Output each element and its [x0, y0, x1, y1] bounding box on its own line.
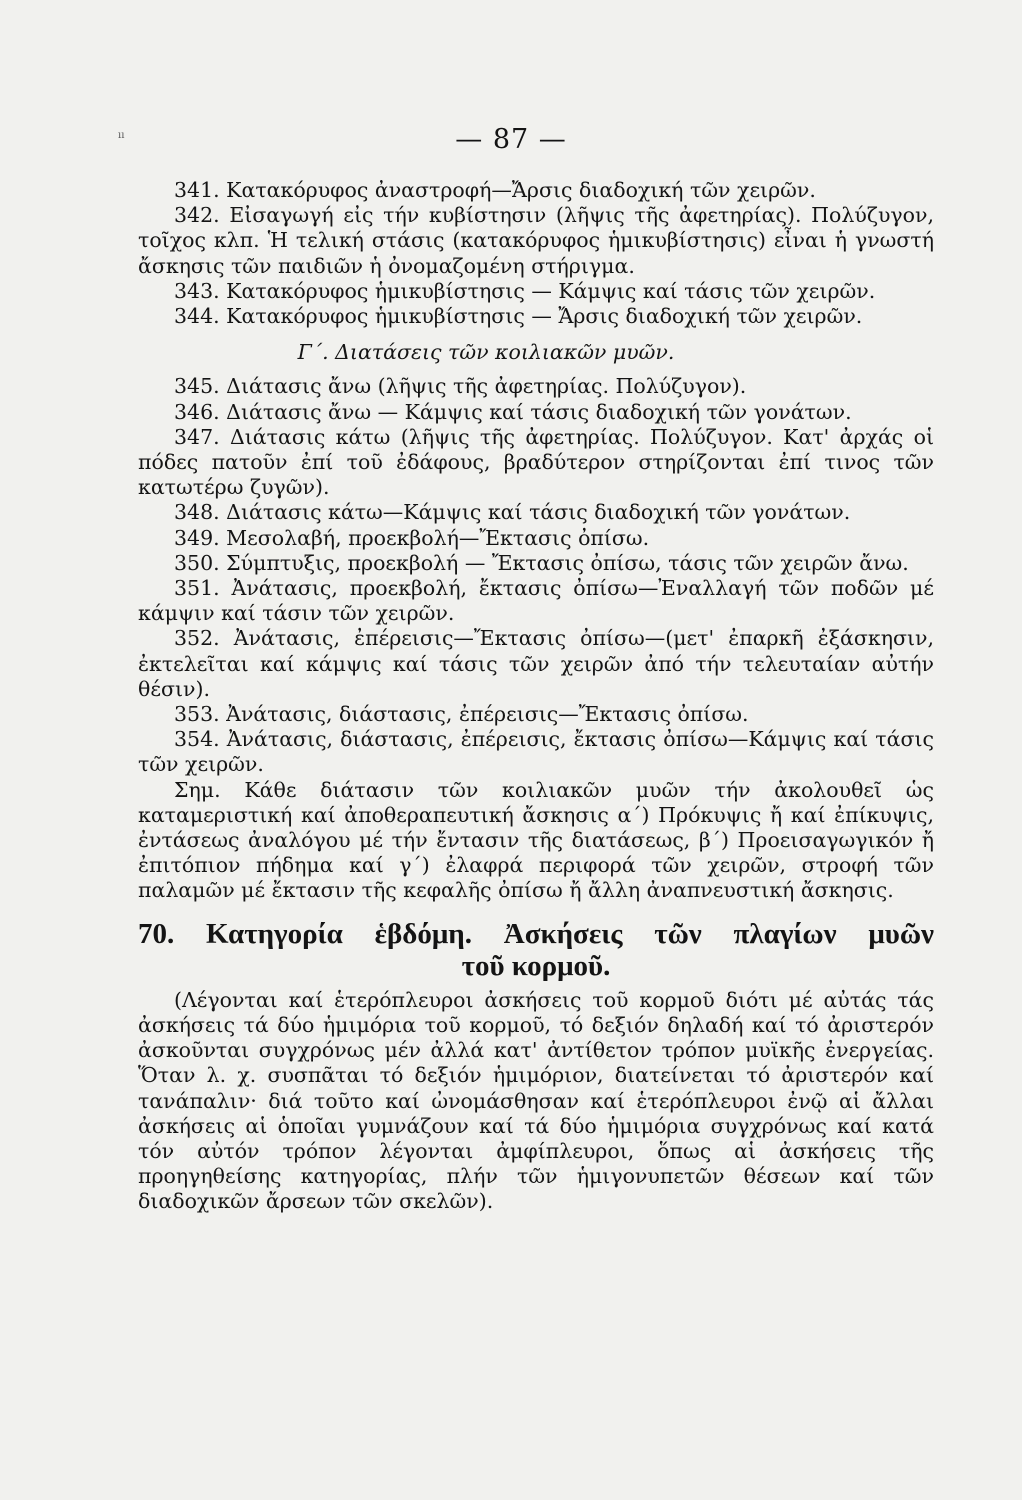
note-paragraph: Σημ. Κάθε διάτασιν τῶν κοιλιακῶν μυῶν τήν ἀκολουθεῖ ὡς καταμεριστική καί ἀποθεραπευτική ἄσκησις α΄) Πρόκυψις ἤ καί ἐπίκυψις, ἐντάσεως ἀναλόγου μέ τήν ἔντασιν τῆς διατάσεως, β΄) Προεισαγωγικόν ἤ ἐπιτόπιον πήδημα καί γ΄) ἐλαφρά περιφορά τῶν χειρῶν, στροφή τῶν παλαμῶν μέ ἔκτασιν τῆς κεφαλῆς ὀπίσω ἤ ἄλλη ἀναπνευστική ἄσκησις.: [138, 777, 934, 903]
exercise-entry-352: 352. Ἀνάτασις, ἐπέρεισις—Ἔκτασις ὀπίσω—(μετ' ἐπαρκῆ ἐξάσκησιν, ἐκτελεῖται καί κάμψις καί τάσις τῶν χειρῶν ἀπό τήν τελευταίαν αὐτήν θέσιν).: [138, 626, 934, 701]
exercise-entry-342: 342. Εἰσαγωγή εἰς τήν κυβίστησιν (λῆψις τῆς ἀφετηρίας). Πολύζυγον, τοῖχος κλπ. Ἡ τελική στάσις (κατακόρυφος ἡμικυβίστησις) εἶναι ἡ γνωστή ἄσκησις τῶν παιδιῶν ἡ ὀνομαζομένη στήριγμα.: [138, 203, 934, 278]
exercise-entry-354: 354. Ἀνάτασις, διάστασις, ἐπέρεισις, ἔκτασις ὀπίσω—Κάμψις καί τάσις τῶν χειρῶν.: [138, 727, 934, 777]
subsection-title: Γ΄. Διατάσεις τῶν κοιλιακῶν μυῶν.: [297, 340, 675, 365]
section-paragraph: (Λέγονται καί ἑτερόπλευροι ἀσκήσεις τοῦ κορμοῦ διότι μέ αὐτάς τάς ἀσκήσεις τά δύο ἡμιμόρια τοῦ κορμοῦ, τό δεξιόν δηλαδή καί τό ἀριστερόν ἀσκοῦνται συγχρόνως μέν ἀλλά κατ' ἀντίθετον τρόπον μυϊκῆς ἐνεργείας. Ὅταν λ. χ. συσπᾶται τό δεξιόν ἡμιμόριον, διατείνεται τό ἀριστερόν καί τανάπαλιν· διά τοῦτο καί ὠνομάσθησαν καί ἑτερόπλευροι ἐνῷ αἱ ἄλλαι ἀσκήσεις αἱ ὁποῖαι γυμνάζουν καί τά δύο ἡμιμόρια συγχρόνως καί κατά τόν αὐτόν τρόπον λέγονται ἀμφίπλευροι, ὅπως αἱ ἀσκήσεις τῆς προηγηθείσης κατηγορίας, πλήν τῶν ἡμιγονυπετῶν θέσεων καί τῶν διαδοχικῶν ἄρσεων τῶν σκελῶν).: [138, 987, 934, 1214]
corner-mark: ıı: [118, 130, 125, 141]
page-body: [138, 178, 934, 1215]
exercise-entry-344: 344. Κατακόρυφος ἡμικυβίστησις — Ἄρσις διαδοχική τῶν χειρῶν.: [174, 304, 863, 329]
exercise-entry-349: 349. Μεσολαβή, προεκβολή—Ἔκτασις ὀπίσω.: [174, 525, 650, 550]
exercise-entry-346: 346. Διάτασις ἄνω — Κάμψις καί τάσις διαδοχική τῶν γονάτων.: [174, 399, 852, 424]
section-heading-line-1: 70. Κατηγορία ἑβδόμη. Ἀσκήσεις τῶν πλαγίων μυῶν: [138, 917, 934, 950]
exercise-entry-345: 345. Διάτασις ἄνω (λῆψις τῆς ἀφετηρίας. Πολύζυγον).: [174, 374, 747, 399]
exercise-entry-353: 353. Ἀνάτασις, διάστασις, ἐπέρεισις—Ἔκτασις ὀπίσω.: [174, 702, 749, 727]
exercise-entry-351: 351. Ἀνάτασις, προεκβολή, ἔκτασις ὀπίσω—Ἐναλλαγή τῶν ποδῶν μέ κάμψιν καί τάσιν τῶν χειρῶν.: [138, 576, 934, 626]
exercise-entry-347: 347. Διάτασις κάτω (λῆψις τῆς ἀφετηρίας. Πολύζυγον. Κατ' ἀρχάς οἱ πόδες πατοῦν ἐπί τοῦ ἐδάφους, βραδύτερον στηρίζονται ἐπί τινος τῶν κατωτέρω ζυγῶν).: [138, 424, 934, 500]
exercise-entry-341: 341. Κατακόρυφος ἀναστροφή—Ἄρσις διαδοχική τῶν χειρῶν.: [174, 178, 816, 202]
exercise-entry-343: 343. Κατακόρυφος ἡμικυβίστησις — Κάμψις καί τάσις τῶν χειρῶν.: [174, 278, 876, 303]
exercise-entry-350: 350. Σύμπτυξις, προεκβολή — Ἔκτασις ὀπίσω, τάσις τῶν χειρῶν ἄνω.: [174, 550, 909, 575]
exercise-entry-348: 348. Διάτασις κάτω—Κάμψις καί τάσις διαδοχική τῶν γονάτων.: [174, 500, 851, 525]
section-heading: [138, 918, 934, 982]
section-heading-line-2: τοῦ κορμοῦ.: [461, 949, 611, 982]
page-number: — 87 —: [455, 124, 567, 155]
